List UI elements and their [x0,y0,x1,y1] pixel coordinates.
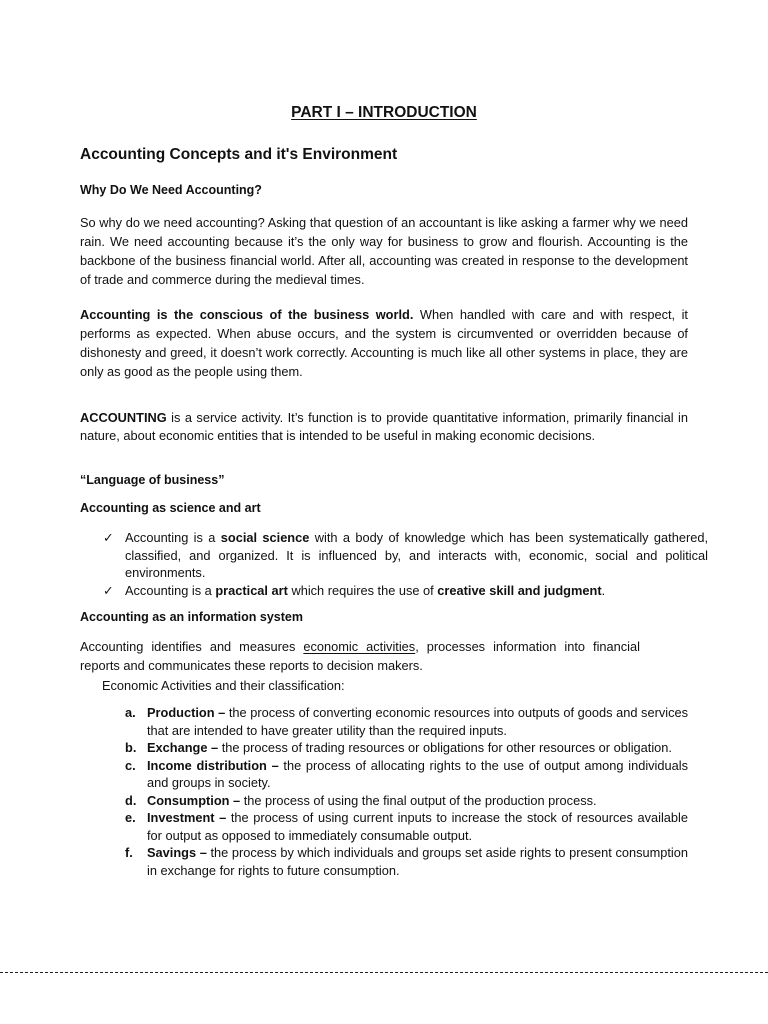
list-item [125,844,688,879]
list-label: c. [125,757,136,773]
paragraph-info-system [80,637,640,675]
list-item-text: Accounting is a [125,582,216,598]
list-label: f. [125,845,133,860]
science-art-heading: Accounting as science and art [80,501,261,515]
list-label: b. [125,740,137,755]
activity-desc: the process of converting economic resources into outputs of goods and services that are intended to have greater utility than the required inputs. [147,705,688,738]
economic-activities-term: economic activities [303,639,416,654]
paragraph-accounting-definition [80,409,688,444]
paragraph-conscious-bold: Accounting is the conscious of the business world. [80,307,414,322]
list-item [103,529,708,582]
list-label: e. [125,810,136,825]
list-item-text: . [601,582,606,598]
activity-term: Income distribution – [147,757,279,773]
science-art-list [103,529,708,599]
list-item [125,704,688,739]
list-item [125,739,688,757]
list-item-text: which requires the use of [287,582,438,598]
paragraph-why: So why do we need accounting? Asking that question of an accountant is like asking a farmer why we need rain. We need accounting because it’s the only way for business to grow and flourish. Accounting is the backbone of the business financial world. After all, accounting was created in response to the development of trade and commerce during the medieval times. [80,215,688,287]
page-break-divider [0,972,768,973]
activities-list [125,704,688,879]
section-heading: Accounting Concepts and it's Environment [80,146,398,163]
why-heading: Why Do We Need Accounting? [80,183,262,197]
activity-term: Exchange – [147,740,219,755]
paragraph-conscious [80,305,688,381]
checkmark-icon: ✓ [103,530,114,545]
info-text: , processes information into financial reports and communicates these reports to decision makers. [80,639,640,673]
activity-desc: the process of using the final output of the production process. [240,792,597,808]
list-item [125,809,688,844]
activity-desc: the process by which individuals and groups set aside rights to present consumption in exchange for rights to future consumption. [147,845,688,878]
info-text: Accounting identifies and measures [80,639,304,654]
list-item [103,582,708,600]
activity-desc: the process of allocating rights to the use of output among individuals and groups in society. [147,757,688,790]
info-system-heading: Accounting as an information system [80,610,303,624]
list-item-bold: social science [220,530,310,545]
language-of-business: “Language of business” [80,473,225,487]
page-title: PART I – INTRODUCTION [291,104,477,121]
list-item-text: with a body of knowledge which has been systematically gathered, classified, and organized. It is influenced by, and interacts with, economic, social and political environments. [125,530,709,580]
list-item [125,757,688,792]
activity-desc: the process of using current inputs to increase the stock of resources available for output as opposed to immediately consumable output. [147,810,688,843]
list-item-text: Accounting is a [125,530,221,545]
list-item-bold: creative skill and judgment [437,582,602,598]
activity-desc: the process of trading resources or obligations for other resources or obligation. [218,740,672,755]
list-item-bold: practical art [215,582,288,598]
activity-term: Investment – [147,810,227,825]
paragraph-conscious-text: When handled with care and with respect, it performs as expected. When abuse occurs, and the system is circumvented or overridden because of dishonesty and greed, it doesn’t work correctly. Accounting is much like all other systems in place, they are only as good as the people using them. [80,307,688,379]
list-label: d. [125,792,137,808]
econ-intro: Economic Activities and their classification: [102,678,345,693]
activity-term: Consumption – [147,792,241,808]
activity-term: Production – [147,705,226,720]
list-item [125,792,688,810]
accounting-term: ACCOUNTING [80,410,167,425]
accounting-definition-text: is a service activity. It’s function is to provide quantitative information, primarily financial in nature, about economic entities that is intended to be useful in making economic decisions. [80,410,688,443]
checkmark-icon: ✓ [103,582,114,598]
activity-term: Savings – [147,845,207,860]
list-label: a. [125,705,136,720]
